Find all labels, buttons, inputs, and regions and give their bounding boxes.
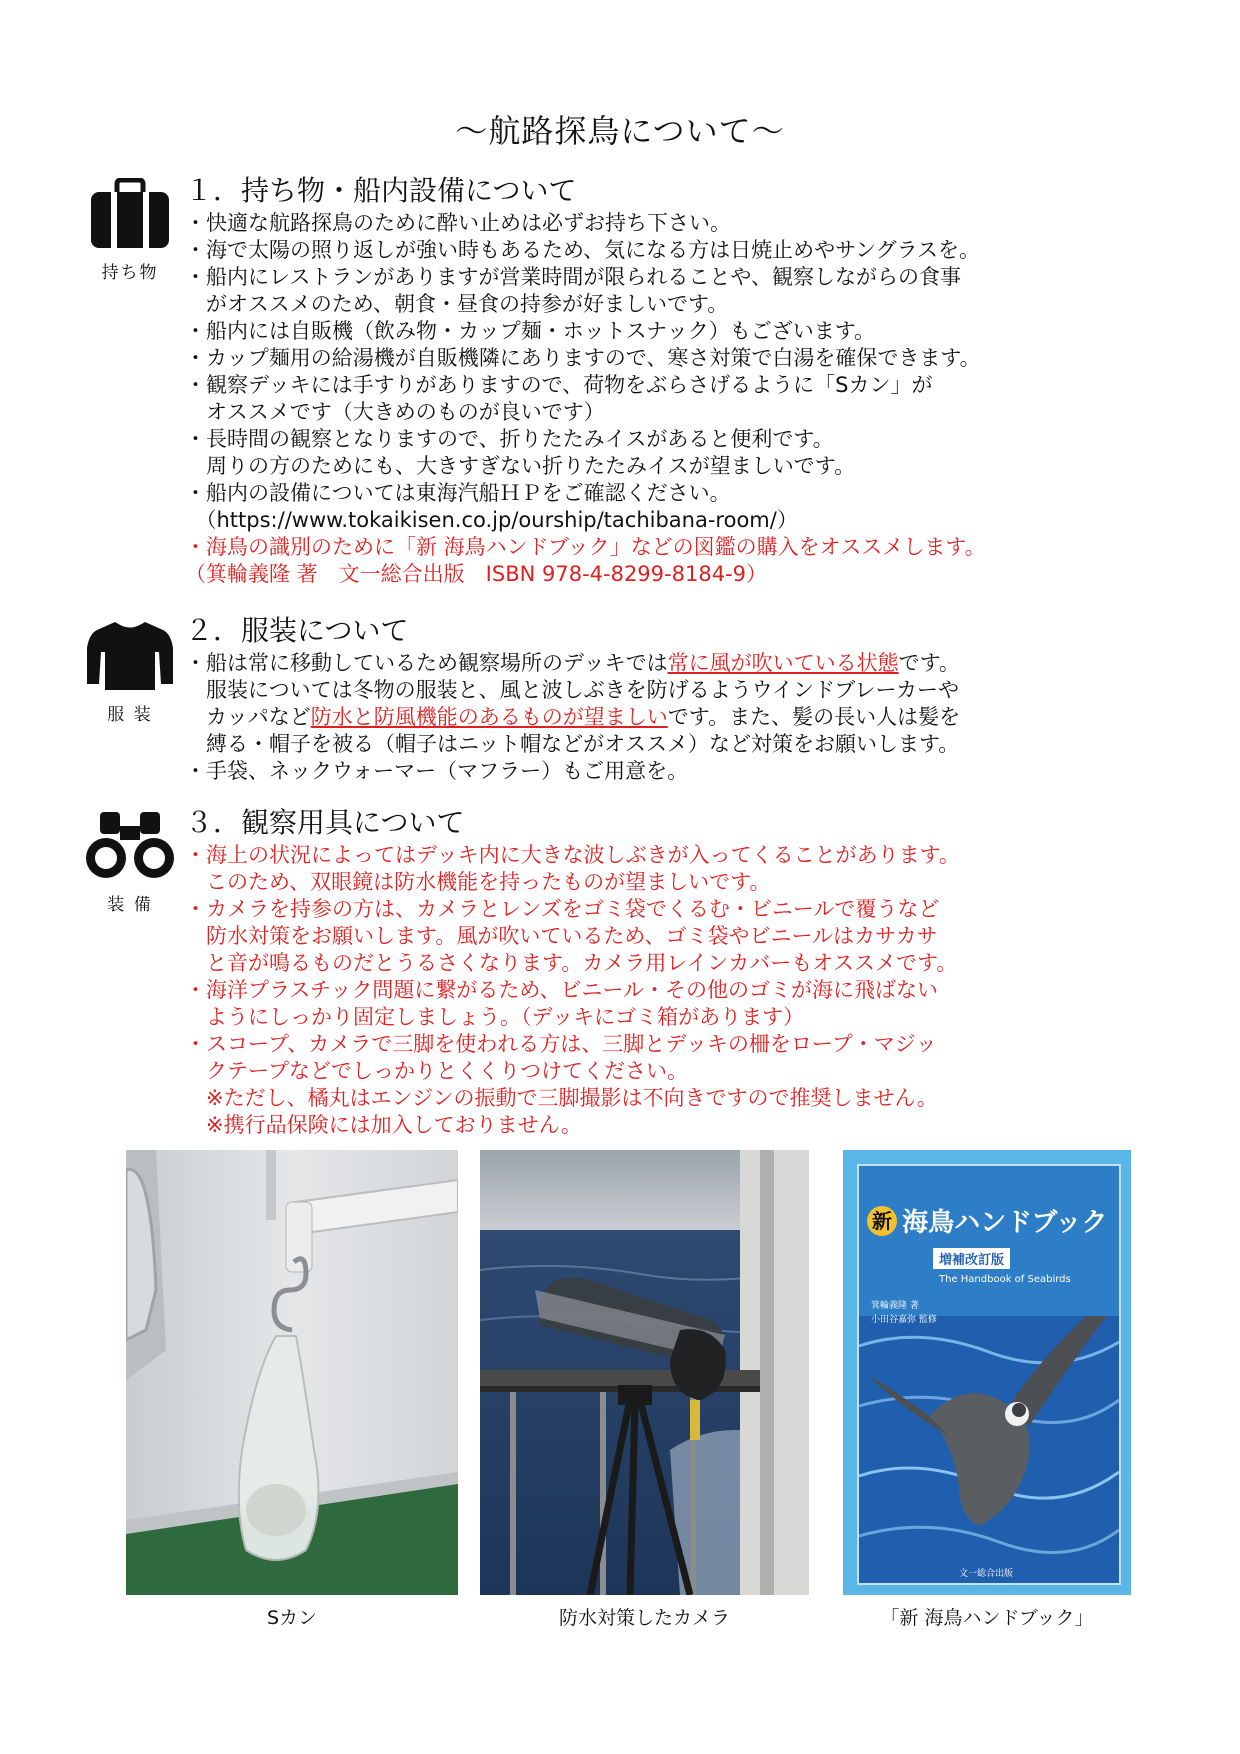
equipment-line: ・スコープ、カメラで三脚を使われる方は、三脚とデッキの柵をロープ・マジッ [185,1032,937,1056]
photo-book-caption: 「新 海鳥ハンドブック」 [880,1607,1094,1629]
clothing-line: ・手袋、ネックウォーマー（マフラー）もご用意を。 [185,759,689,783]
photo-camera-caption: 防水対策したカメラ [558,1607,730,1629]
equipment-line: と音が鳴るものだとうるさくなります。カメラ用レインカバーもオススメです。 [185,951,958,975]
clothing-text: です。 [898,651,960,675]
belongings-line: ・船内には自販機（飲み物・カップ麺・ホットスナック）もございます。 [185,319,876,343]
equipment-line: ・カメラを持参の方は、カメラとレンズをゴミ袋でくるむ・ビニールで覆うなど [185,897,940,921]
book-title: 海鳥ハンドブック [902,1208,1108,1238]
equipment-icon-label: 装 備 [107,895,153,915]
belongings-line: ・長時間の観察となりますので、折りたたみイスがあると便利です。 [185,427,834,451]
photo-camera [480,1150,809,1595]
book-cover-frame [857,1164,1121,1585]
clothing-highlight: 常に風が吹いている状態 [667,651,899,675]
sweater-icon [85,618,175,692]
equipment-line: このため、双眼鏡は防水機能を持ったものが望ましいです。 [185,870,771,894]
book-edition: 増補改訂版 [933,1248,1010,1269]
clothing-text: ・船は常に移動しているため観察場所のデッキでは [185,651,668,675]
book-supervisor: 小田谷嘉弥 監修 [871,1315,937,1325]
belongings-line: オススメです（大きめのものが良いです） [185,400,605,424]
clothing-line: 縛る・帽子を被る（帽子はニット帽などがオススメ）など対策をお願いします。 [185,732,960,756]
belongings-line: 周りの方のためにも、大きすぎない折りたたみイスが望ましいです。 [185,454,856,478]
equipment-line: ・海洋プラスチック問題に繋がるため、ビニール・その他のゴミが海に飛ばない [185,978,939,1002]
book-publisher: 文一総合出版 [959,1569,1014,1579]
belongings-line: ・快適な航路探鳥のために酔い止めは必ずお持ち下さい。 [185,211,731,235]
belongings-line: がオススメのため、朝食・昼食の持参が好ましいです。 [185,292,729,316]
clothing-line: 服装については冬物の服装と、風と波しぶきを防げるようウインドブレーカーや [185,678,960,702]
suitcase-icon [89,178,171,250]
book-author: 箕輪義隆 著 [871,1301,919,1311]
belongings-line: ・海で太陽の照り返しが強い時もあるため、気になる方は日焼止めやサングラスを。 [185,238,981,262]
book-title-row [867,1202,1117,1239]
clothing-heading: ２．服装について [185,614,409,647]
equipment-line: 防水対策をお願いします。風が吹いているため、ゴミ袋やビニールはカサカサ [185,924,938,948]
equipment-line: クテープなどでしっかりとくくりつけてください。 [185,1059,688,1083]
belongings-line: ・カップ麺用の給湯機が自販機隣にありますので、寒さ対策で白湯を確保できます。 [185,346,981,370]
clothing-line [185,650,1185,677]
page-title: ～航路探鳥について～ [455,112,785,150]
belongings-heading: １．持ち物・船内設備について [185,174,577,207]
equipment-body [185,806,1185,1139]
clothing-line [185,704,1185,731]
equipment-line: ようにしっかり固定しましょう。（デッキにゴミ箱があります） [185,1005,805,1029]
photo-s-hook-caption: Sカン [266,1607,318,1629]
clothing-icon-label: 服 装 [107,705,153,725]
clothing-text: カッパなど [185,705,311,729]
clothing-icon-block [80,618,180,725]
clothing-body [185,614,1185,785]
photo-book-cover [843,1150,1131,1595]
belongings-line: ・観察デッキには手すりがありますので、荷物をぶらさげるように「Sカン」が [185,373,933,397]
equipment-heading: ３．観察用具について [185,806,465,839]
photo-s-hook [126,1150,458,1595]
belongings-recommend-line: ・海鳥の識別のために「新 海鳥ハンドブック」などの図鑑の購入をオススメします。 [185,535,986,559]
book-new-badge: 新 [867,1206,897,1236]
belongings-url-line: （https://www.tokaikisen.co.jp/ourship/tachibana-room/） [185,508,798,532]
equipment-line: ・海上の状況によってはデッキ内に大きな波しぶきが入ってくることがあります。 [185,843,960,867]
belongings-body [185,174,1185,588]
equipment-line: ※ただし、橘丸はエンジンの振動で三脚撮影は不向きですので推奨しません。 [185,1086,938,1110]
belongings-isbn-line: （箕輪義隆 著 文一総合出版 ISBN 978-4-8299-8184-9） [185,562,767,586]
belongings-icon-block [80,178,180,283]
belongings-line: ・船内にレストランがありますが営業時間が限られることや、観察しながらの食事 [185,265,961,289]
book-english-title: The Handbook of Seabirds [939,1274,1071,1285]
belongings-icon-label: 持ち物 [101,263,159,283]
binoculars-icon [84,810,176,882]
equipment-line: ※携行品保険には加入しておりません。 [185,1113,582,1137]
clothing-highlight: 防水と防風機能のあるものが望ましい [310,705,668,729]
clothing-text: です。また、髪の長い人は髪を [667,705,961,729]
belongings-line: ・船内の設備については東海汽船ＨＰをご確認ください。 [185,481,731,505]
equipment-icon-block [80,810,180,915]
